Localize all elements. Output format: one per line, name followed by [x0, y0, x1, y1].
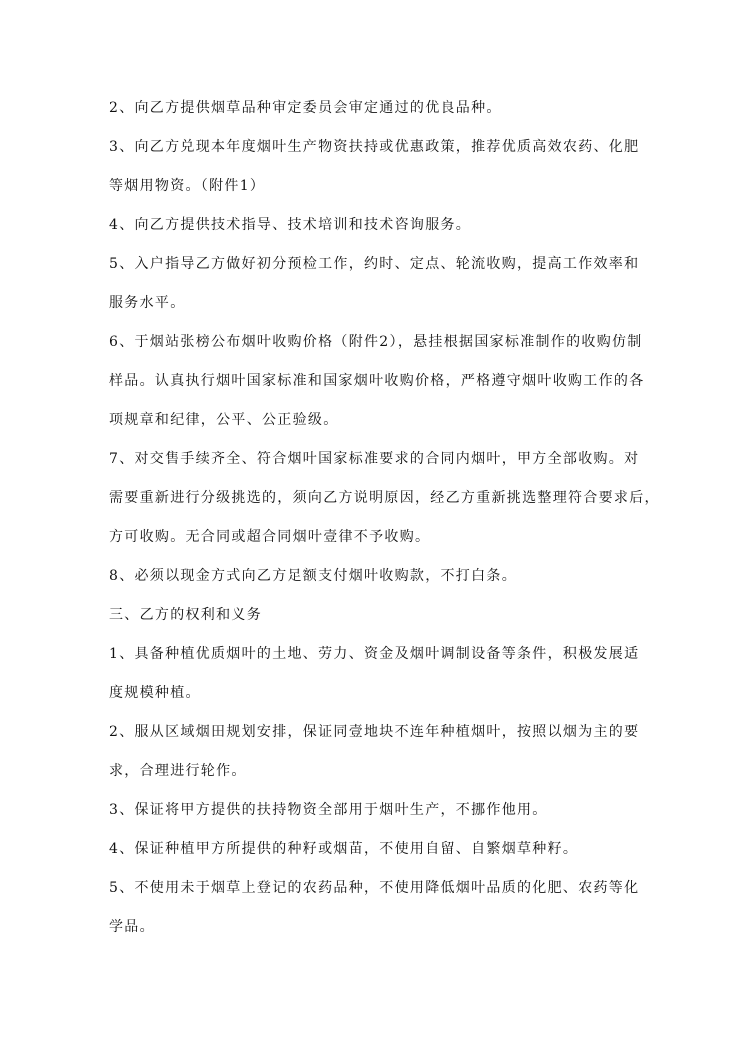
text-line: 服务水平。: [109, 295, 186, 311]
text-line: 求，合理进行轮作。: [109, 763, 247, 779]
text-line: 8、必须以现金方式向乙方足额支付烟叶收购款，不打白条。: [109, 568, 518, 584]
text-line: 项规章和纪律，公平、公正验级。: [109, 412, 339, 428]
text-line: 5、入户指导乙方做好初分预检工作，约时、定点、轮流收购，提高工作效率和: [109, 256, 640, 272]
text-line: 4、向乙方提供技术指导、技术培训和技术咨询服务。: [109, 217, 472, 233]
text-line: 样品。认真执行烟叶国家标准和国家烟叶收购价格，严格遵守烟叶收购工作的各: [109, 373, 645, 389]
text-line: 1、具备种植优质烟叶的土地、劳力、资金及烟叶调制设备等条件，积极发展适: [109, 646, 640, 662]
text-line: 需要重新进行分级挑选的，须向乙方说明原因，经乙方重新挑选整理符合要求后，: [109, 490, 660, 506]
text-line: 3、向乙方兑现本年度烟叶生产物资扶持或优惠政策，推荐优质高效农药、化肥: [109, 139, 640, 155]
text-line: 度规模种植。: [109, 685, 201, 701]
text-line: 2、向乙方提供烟草品种审定委员会审定通过的优良品种。: [109, 100, 502, 116]
section-heading: 三、乙方的权利和义务: [109, 607, 262, 623]
text-line: 方可收购。无合同或超合同烟叶壹律不予收购。: [109, 529, 431, 545]
text-line: 2、服从区域烟田规划安排，保证同壹地块不连年种植烟叶，按照以烟为主的要: [109, 724, 640, 740]
text-line: 3、保证将甲方提供的扶持物资全部用于烟叶生产，不挪作他用。: [109, 802, 548, 818]
text-line: 5、不使用未于烟草上登记的农药品种，不使用降低烟叶品质的化肥、农药等化: [109, 880, 640, 896]
text-line: 等烟用物资。（附件1）: [109, 178, 266, 194]
text-line: 7、对交售手续齐全、符合烟叶国家标准要求的合同内烟叶，甲方全部收购。对: [109, 451, 640, 467]
text-line: 学品。: [109, 919, 155, 935]
text-line: 4、保证种植甲方所提供的种籽或烟苗，不使用自留、自繁烟草种籽。: [109, 841, 579, 857]
text-line: 6、于烟站张榜公布烟叶收购价格（附件2），悬挂根据国家标准制作的收购仿制: [109, 334, 643, 350]
